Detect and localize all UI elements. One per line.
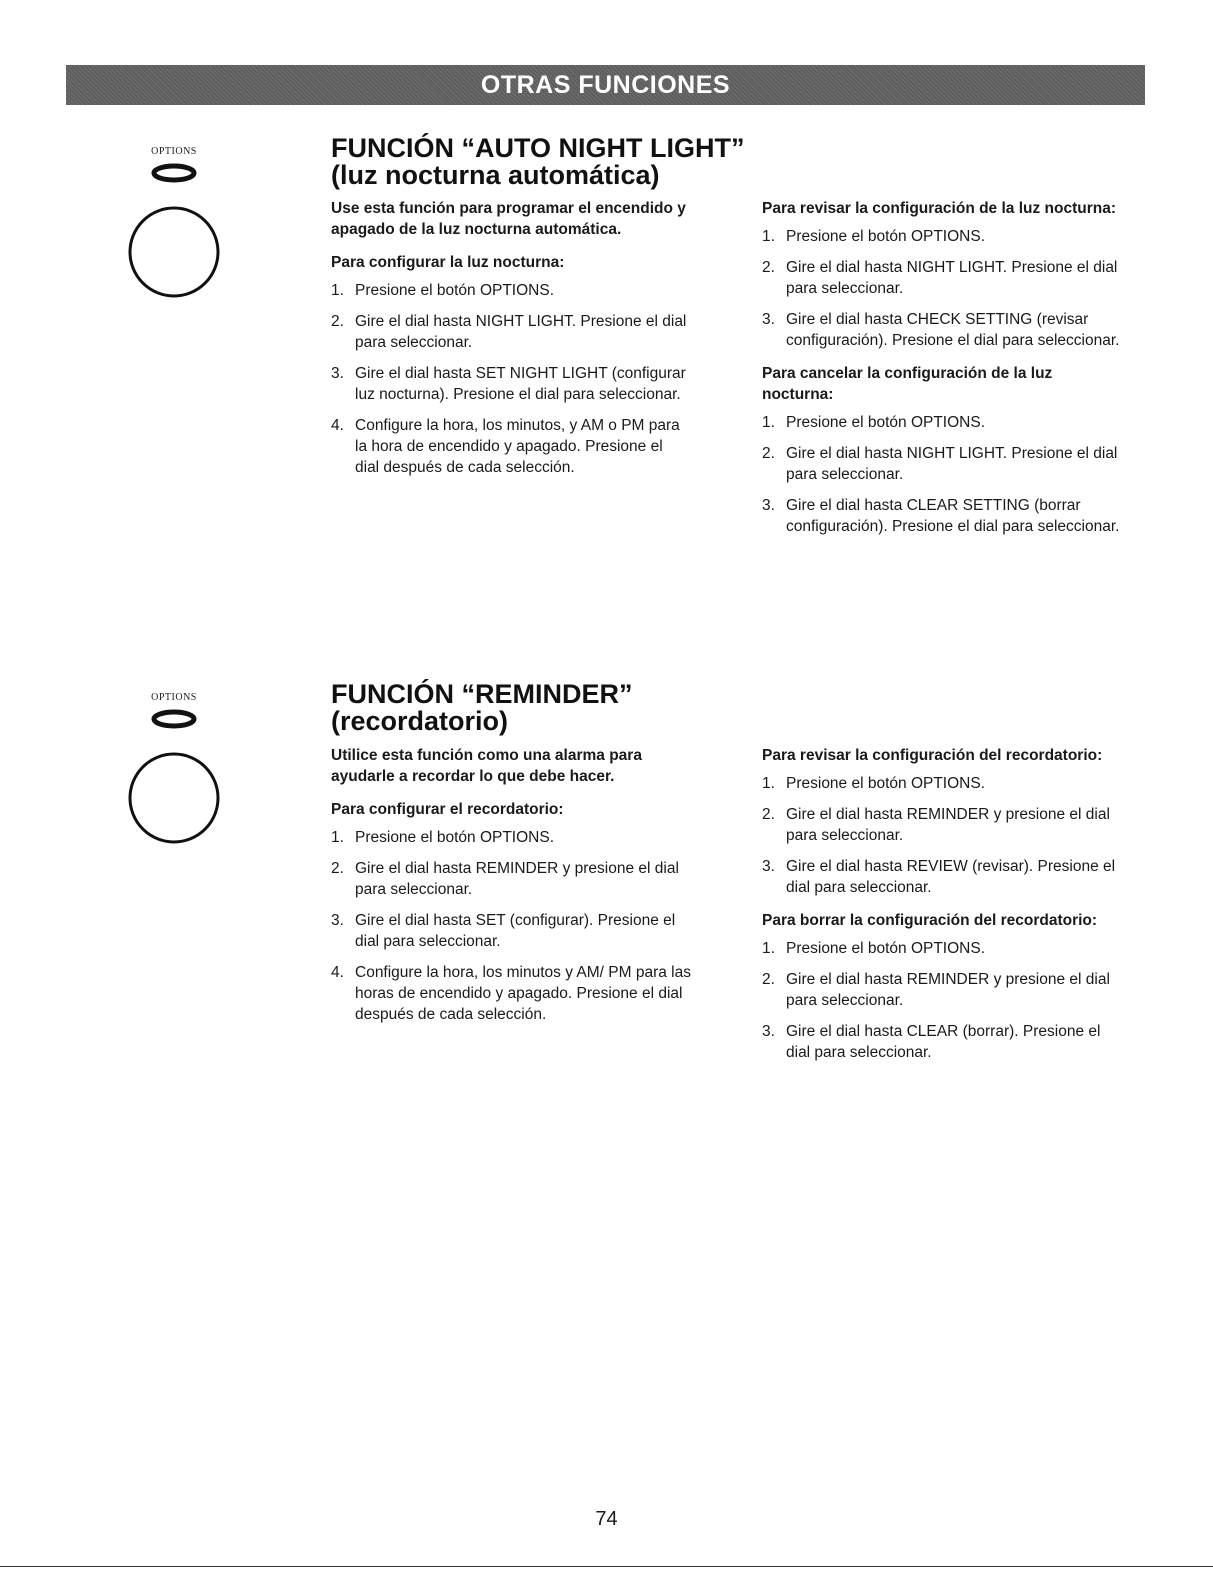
list-item: 1. Presione el botón OPTIONS. — [331, 829, 555, 846]
section-intro: Utilice esta función como una alarma para ayudarle a recordar lo que debe hacer. — [331, 747, 642, 785]
options-dial-illustration — [126, 146, 222, 299]
subheading-set: Para configurar el recordatorio: — [331, 801, 564, 818]
options-button-label: OPTIONS — [151, 146, 197, 157]
options-button-label: OPTIONS — [151, 692, 197, 703]
list-item: 2. Gire el dial hasta REMINDER y presione el dial para seleccionar. — [762, 806, 1110, 844]
subheading-review: Para revisar la configuración de la luz nocturna: — [762, 200, 1117, 217]
list-item: 1. Presione el botón OPTIONS. — [762, 775, 986, 792]
list-item: 1. Presione el botón OPTIONS. — [331, 282, 555, 299]
list-item: 2. Gire el dial hasta NIGHT LIGHT. Presione el dial para seleccionar. — [762, 259, 1118, 297]
subheading-clear: Para borrar la configuración del recordatorio: — [762, 912, 1098, 929]
options-dial-icon — [126, 703, 222, 845]
list-item: 1. Presione el botón OPTIONS. — [762, 228, 986, 245]
subheading-set: Para configurar la luz nocturna: — [331, 254, 565, 271]
list-item: 3. Gire el dial hasta CHECK SETTING (revisar configuración). Presione el dial para seleccionar. — [762, 311, 1120, 349]
steps-list — [762, 938, 1122, 1063]
steps-list — [762, 412, 1122, 537]
reminder-left-column — [331, 745, 691, 1037]
list-item: 2. Gire el dial hasta NIGHT LIGHT. Presione el dial para seleccionar. — [331, 313, 687, 351]
list-item: 1. Presione el botón OPTIONS. — [762, 940, 986, 957]
steps-list — [331, 280, 691, 478]
list-item: 3. Gire el dial hasta CLEAR (borrar). Presione el dial para seleccionar. — [762, 1023, 1101, 1061]
list-item: 2. Gire el dial hasta REMINDER y presione el dial para seleccionar. — [331, 860, 679, 898]
title-line-2: (luz nocturna automática) — [331, 160, 660, 190]
reminder-right-column — [762, 745, 1122, 1075]
steps-list — [762, 773, 1122, 898]
section-title — [331, 135, 1131, 189]
steps-list — [331, 827, 691, 1025]
list-item: 3. Gire el dial hasta SET NIGHT LIGHT (configurar luz nocturna). Presione el dial para seleccionar. — [331, 365, 686, 403]
title-line-1: FUNCIÓN “AUTO NIGHT LIGHT” — [331, 133, 745, 163]
options-dial-illustration — [126, 692, 222, 845]
reminder-section — [331, 681, 1131, 735]
list-item: 2. Gire el dial hasta REMINDER y presione el dial para seleccionar. — [762, 971, 1110, 1009]
section-title — [331, 681, 1131, 735]
list-item: 1. Presione el botón OPTIONS. — [762, 414, 986, 431]
subheading-cancel: Para cancelar la configuración de la luz nocturna: — [762, 365, 1053, 403]
list-item: 4. Configure la hora, los minutos, y AM o PM para la hora de encendido y apagado. Presione el dial después de cada selección. — [331, 417, 680, 476]
list-item: 3. Gire el dial hasta SET (configurar). Presione el dial para seleccionar. — [331, 912, 676, 950]
section-intro: Use esta función para programar el encendido y apagado de la luz nocturna automática. — [331, 200, 686, 238]
list-item: 4. Configure la hora, los minutos y AM/ PM para las horas de encendido y apagado. Presione el dial después de cada selección. — [331, 964, 691, 1023]
page-number: 74 — [595, 1508, 618, 1530]
night-light-right-column — [762, 198, 1122, 549]
options-dial-icon — [126, 157, 222, 299]
list-item: 3. Gire el dial hasta CLEAR SETTING (borrar configuración). Presione el dial para seleccionar. — [762, 497, 1120, 535]
list-item: 3. Gire el dial hasta REVIEW (revisar). Presione el dial para seleccionar. — [762, 858, 1116, 896]
subheading-review: Para revisar la configuración del recordatorio: — [762, 747, 1103, 764]
night-light-section — [331, 135, 1131, 189]
bottom-divider — [0, 1566, 1213, 1567]
title-line-1: FUNCIÓN “REMINDER” — [331, 679, 633, 709]
banner-title: OTRAS FUNCIONES — [480, 70, 731, 99]
steps-list — [762, 226, 1122, 351]
list-item: 2. Gire el dial hasta NIGHT LIGHT. Presione el dial para seleccionar. — [762, 445, 1118, 483]
night-light-left-column — [331, 198, 691, 490]
title-line-2: (recordatorio) — [331, 706, 509, 736]
section-banner — [66, 65, 1145, 105]
